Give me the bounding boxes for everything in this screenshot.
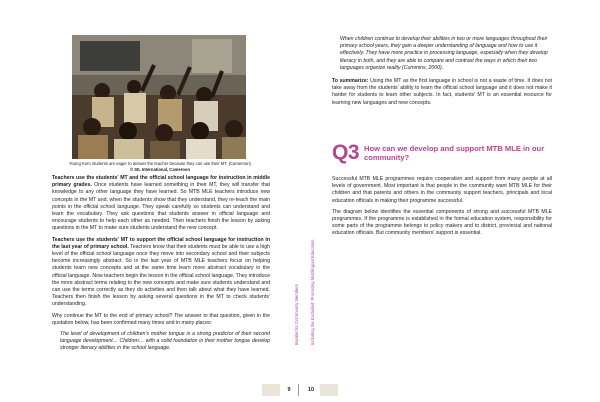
right-text-column-lower — [332, 176, 552, 242]
page-number-right: 10 — [308, 387, 314, 393]
quotation-left: The level of development of children's mother tongue is a strong predictor of their second language development… Children… with a solid foundation in their mother tongue develop stronger literacy abilities in the school language. — [60, 331, 270, 352]
paragraph-why-continue: Why continue the MT to the end of primary school? The answer to that question, given in the quotation below, has been confirmed many times and in many places: — [52, 312, 270, 326]
paragraph-successful-programmes: Successful MTB MLE programmes require cooperation and support from many people at all levels of government. Most important is that people in the community want MTB MLE for their children and that parents and others in the community support teachers, principals and local education officials in making their programme successful. — [332, 176, 552, 204]
caption-text: Young Koro students are eager to answer the teacher because they can use their MT. (Cameroon) — [69, 161, 251, 166]
footer-bar-right — [320, 384, 338, 396]
caption-credit: © SIL International, Cameroon — [129, 166, 190, 172]
photo-caption — [62, 161, 258, 172]
classroom-photo — [72, 35, 246, 159]
summary-lead: To summarize: — [332, 78, 369, 84]
page-number-left: 9 — [280, 384, 299, 396]
paragraph-last-year — [52, 237, 270, 309]
spine-label-right: Including the Excluded: Promoting Multilingual Education — [310, 239, 315, 345]
paragraph-lead: Teachers use the students' MT to support the official school language for instruction in the last year of primary school. — [52, 236, 270, 250]
paragraph-body: Once students have learned something in their MT, they will transfer that knowledge to any other language they have learned. So MTB MLE teachers introduce new concepts in the MT and, when the students show that they understand, they re-teach the main points in the official school language. They speak carefully so students can understand and learn the vocabulary. They ask questions that students answer in official language and encourage students to help each other as needed. Then teachers finish the lesson by asking questions in the MT to make sure students understand the new concept. — [52, 182, 270, 232]
question-heading — [332, 141, 556, 169]
question-number: Q3 — [332, 141, 360, 164]
paragraph-middle-grades — [52, 175, 270, 233]
footer-bar-left — [262, 384, 280, 396]
paragraph-lead: Teachers use the students' MT and the official school language for instruction in middle primary grades. — [52, 175, 270, 189]
right-text-column — [332, 78, 552, 111]
paragraph-body: Teachers know that their students must be able to use a high level of the official school language once they move into secondary school and their subjects become increasingly abstract. So in the last year of MTB MLE teachers focus on helping students learn new concepts and at the same time learn more abstract vocabulary in the official language. Now teachers begin the lesson in the official school language. They introduce the more abstract terms relating to the new concepts and make sure students understand and can use the terms correctly as they do activities and then talk about what they have learned. Teachers then finish the lesson by asking several questions in the MT to check students' understanding. — [52, 243, 271, 308]
question-title: How can we develop and support MTB MLE in our community? — [364, 144, 545, 162]
spine-label-left: Booklet for Community Members — [294, 284, 299, 345]
quotation-right: When children continue to develop their abilities in two or more languages throughout their primary school years, they gain a deeper understanding of language and how to use it effectively. They have more practice in processing language, especially when they develop literacy in both, and they are able to compare and contrast the ways in which their two languages organize reality (Cummins, 2000). — [340, 36, 548, 71]
summary-body: Using the MT as the first language in school is not a waste of time. It does not take away from the students' ability to learn the official school language and it does not make it harder for students to learn other subjects. In fact, students' MT is an essential resource for learning new languages and new concepts. — [332, 78, 552, 106]
left-text-column — [52, 175, 270, 357]
paragraph-diagram-intro: The diagram below identifies the essential components of strong and successful MTB MLE programmes. If the programme is established in the formal education system, responsibility for some parts of the programme belongs to policy makers and to district, provincial and national education officials. But community members' support is essential. — [332, 208, 552, 237]
paragraph-summary — [332, 78, 552, 107]
